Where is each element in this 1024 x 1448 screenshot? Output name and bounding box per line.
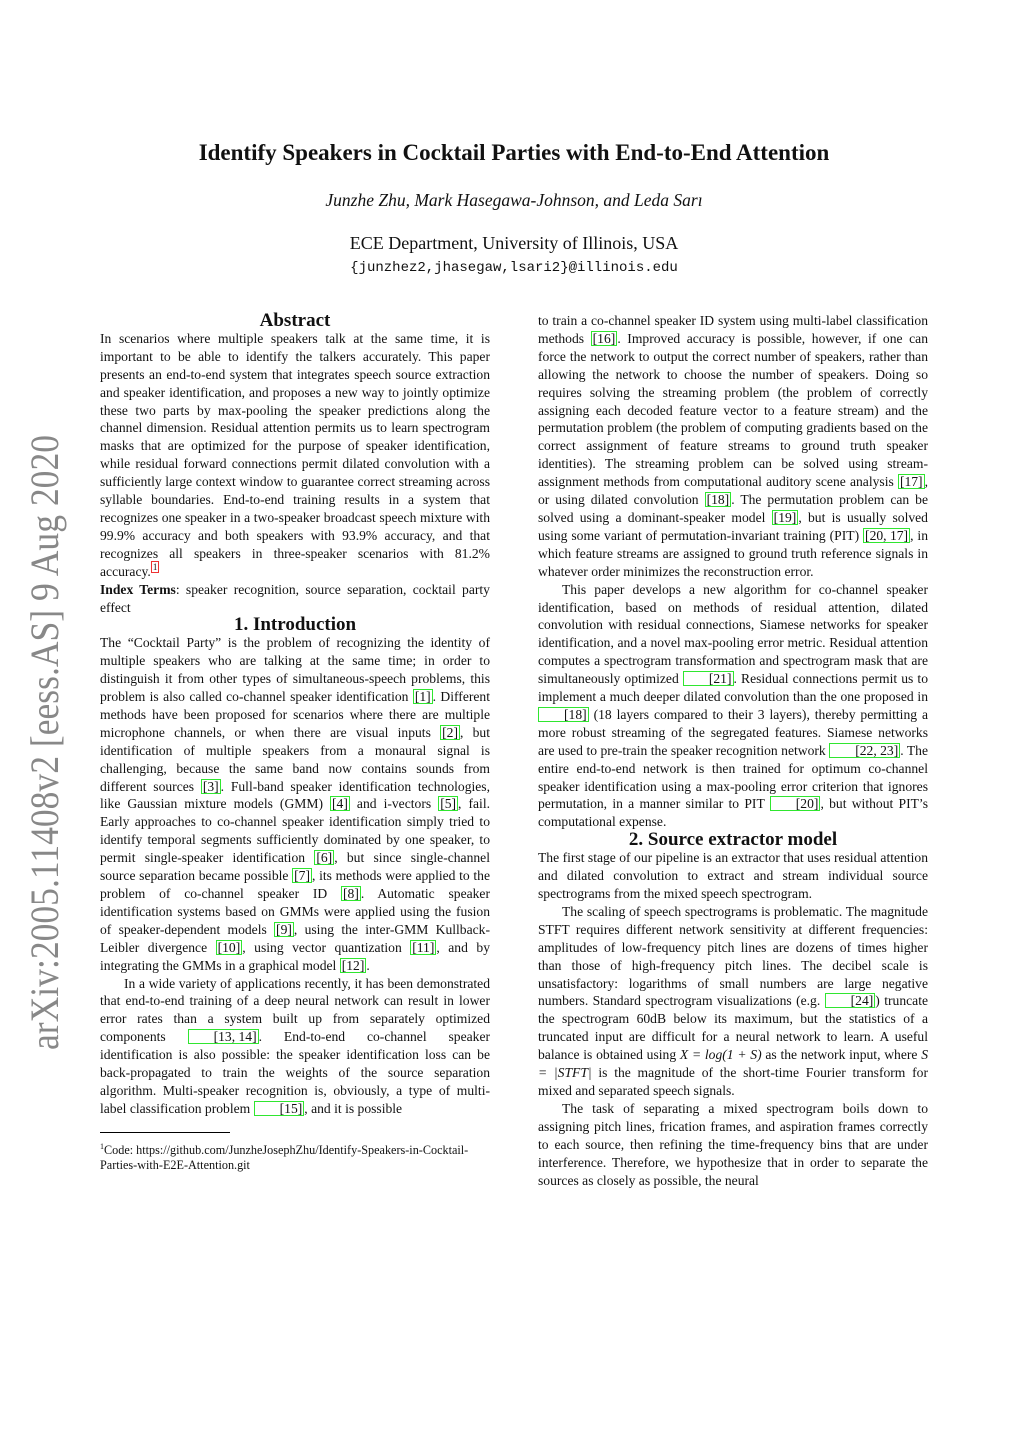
authors: Junzhe Zhu, Mark Hasegawa-Johnson, and Leda Sarı: [325, 190, 703, 210]
footnote: [100, 1139, 490, 1173]
abstract-heading: Abstract: [259, 310, 331, 331]
citation-link[interactable]: [18]: [538, 707, 589, 722]
left-column: [100, 312, 490, 1173]
citation-link[interactable]: [13, 14]: [188, 1029, 259, 1044]
citation-link[interactable]: [5]: [440, 796, 457, 812]
affiliation: ECE Department, University of Illinois, USA: [349, 233, 679, 253]
source-paragraph-1: The first stage of our pipeline is an extractor that uses residual attention and dilated convolution to extract and stream individual source spectrograms from the mixed speech spectrogram.: [538, 850, 928, 901]
footnote-text[interactable]: Code: https://github.com/JunzheJosephZhu/Identify-Speakers-in-Cocktail-Parties-with-E2E-Attention.git: [100, 1142, 469, 1172]
citation-link[interactable]: [10]: [217, 939, 241, 955]
intro-paragraph-2: In a wide variety of applications recently, it has been demonstrated that end-to-end training of a deep neural network can result in lower error rates than a system built up from separately optimized components [13, 14] . End-to-end co-channel speaker identification is also possible: the speaker identification loss can be back-propagated to train the weights of the source separation algorithm. Multi-speaker recognition is, obviously, a type of multi-label classification problem [15] , and it is possible: [100, 975, 490, 1116]
right-paragraph-2: This paper develops a new algorithm for co-channel speaker identification, based on methods of residual attention, dilated convolution with residual connections, Siamese networks for speaker identification, and a novel max-pooling error metric. Residual attention computes a spectrogram transformation and spectrogram mask that are simultaneously optimized [21] . Residual connections permit us to implement a much deeper dilated convolution than the one proposed in [18] (18 layers compared to their 3 layers), thereby permitting a more robust streaming of the segregated features. Siamese networks are used to pre-train the speaker recognition network [22, 23] . The entire end-to-end network is then trained for optimum co-channel speaker identification using a max-pooling error criterion that ignores permutation, in a manner similar to PIT [20] , but without PIT’s computational expense.: [538, 581, 929, 830]
math-formula: S = |STFT|: [538, 1047, 928, 1081]
index-terms-text: : speaker recognition, source separation, cocktail party effect: [100, 581, 490, 615]
citation-link[interactable]: [7]: [294, 868, 310, 884]
citation-link[interactable]: [8]: [343, 886, 359, 901]
citation-link[interactable]: [6]: [316, 850, 333, 866]
paper-title: Identify Speakers in Cocktail Parties with End-to-End Attention: [198, 140, 830, 165]
citation-link[interactable]: [16]: [592, 330, 616, 346]
citation-link[interactable]: [1]: [414, 689, 431, 705]
arxiv-id: arXiv:2005.11408v2 [eess.AS] 9 Aug 2020: [22, 435, 67, 1050]
citation-link[interactable]: [20]: [770, 796, 821, 811]
intro-paragraph-1: The “Cocktail Party” is the problem of recognizing the identity of multiple speakers who are talking at the same time; in order to distinguish it from other types of simultaneous-speech problems, this problem is also called co-channel speaker identification [1] . Different methods have been proposed for scenarios where there are multiple microphone channels, or when there are visual inputs [2] , but identification of multiple speakers from a monaural signal is challenging, because the same band now contains sounds from different sources [3] . Full-band speaker identification technologies, like Gaussian mixture models (GMM) [4] and i-vectors [5] , fail. Early approaches to co-channel speaker identification simply tried to identify temporal segments sufficiently dominated by one speaker, to permit single-speaker identification [6] , but since single-channel source separation became possible [7] , its methods were applied to the problem of co-channel speaker ID [8] . Automatic speaker identification systems based on GMMs were applied using the fusion of speaker-dependent models [9] , using the inter-GMM Kullback-Leibler divergence [10] , using vector quantization [11] , and by integrating the GMMs in a graphical model [12] .: [100, 635, 491, 973]
citation-link[interactable]: [21]: [683, 671, 734, 686]
citation-link[interactable]: [12]: [341, 957, 365, 973]
citation-link[interactable]: [3]: [202, 778, 219, 794]
citation-link[interactable]: [22, 23]: [829, 743, 900, 758]
abstract-body: In scenarios where multiple speakers talk at the same time, it is important to be able to identify the talkers accurately. This paper presents an end-to-end system that integrates speech source extraction and speaker identification, and proposes a new way to jointly optimize these two parts by max-pooling the speaker predictions along the channel dimension. Residual attention permits us to learn spectrogram masks that are optimized for the purpose of speaker identification, while residual forward connections permit dilated convolution with a sufficiently large context window to guarantee correct streaming across syllable boundaries. End-to-end training results in a system that recognizes one speaker in a two-speaker broadcast speech mixture with 99.9% accuracy and both speakers with 93.9% accuracy, and that recognizes all speakers in three-speaker scenarios with 81.2% accuracy.: [100, 330, 490, 579]
math-formula: X = log(1 + S): [679, 1047, 762, 1063]
footnote-divider: [100, 1132, 230, 1133]
index-terms-label: Index Terms: [100, 581, 176, 597]
footnote-link[interactable]: 1: [152, 562, 158, 573]
source-paragraph-2: The scaling of speech spectrograms is problematic. The magnitude STFT requires different network sensitivity at different frequencies: amplitudes of low-frequency pitch lines are dozens of times higher than those of high-frequency pitch lines. The decibel scale is unsatisfactory: logarithms of small numbers are large negative numbers. Standard spectrogram visualizations (e.g. [24] ) truncate the spectrogram 60dB below its maximum, but the statistics of a truncated input are difficult for a neural network to learn. A useful balance is obtained using X = log(1 + S) as the network input, where S = |STFT| is the magnitude of the short-time Fourier transform for mixed and separated speech signals.: [538, 903, 928, 1098]
citation-link[interactable]: [15]: [254, 1101, 305, 1116]
citation-link[interactable]: [2]: [442, 724, 458, 740]
right-column: [538, 312, 928, 1189]
citation-link[interactable]: [4]: [332, 796, 348, 812]
source-paragraph-3: The task of separating a mixed spectrogram boils down to assigning pitch lines, frication frames, and aspiration frames correctly to each source, then refining the time-frequency bins that are under interference. Therefore, we hypothesize that in order to separate the sources as closely as possible, the neural: [538, 1100, 928, 1188]
footnote-mark: 1: [100, 1141, 104, 1151]
citation-link[interactable]: [11]: [412, 939, 435, 955]
email: {junzhez2,jhasegaw,lsari2}@illinois.edu: [350, 260, 678, 276]
citation-link[interactable]: [20, 17]: [865, 527, 909, 543]
arxiv-stamp-svg: [8, 435, 68, 1055]
intro-heading: 1. Introduction: [233, 614, 357, 636]
citation-link[interactable]: [9]: [276, 921, 292, 937]
index-terms: [100, 581, 490, 617]
citation-link[interactable]: [18]: [706, 492, 730, 508]
citation-link[interactable]: [24]: [825, 993, 876, 1008]
arxiv-stamp: [8, 435, 68, 1055]
abstract-text: [100, 330, 490, 581]
source-extractor-heading: 2. Source extractor model: [628, 829, 838, 851]
right-paragraph-1: to train a co-channel speaker ID system using multi-label classification methods [16] . Improved accuracy is possible, however, if one can force the network to output the correct number of speakers, rather than allowing the network to choose the number of speakers. Doing so requires solving the streaming problem (the problem of correctly assigning each decoded feature vector to a feature stream) and the permutation problem (the problem of computing gradients based on the correct assignment of feature streams to ground truth speaker identities). The streaming problem can be solved using stream-assignment methods from computational auditory scene analysis [17] , or using dilated convolution [18] . The permutation problem can be solved using a dominant-speaker model [19] , but is usually solved using some variant of permutation-invariant training (PIT) [20, 17] , in which feature streams are assigned to ground truth reference signals in whatever order minimizes the reconstruction error.: [538, 313, 929, 579]
citation-link[interactable]: [19]: [773, 509, 797, 525]
citation-link[interactable]: [17]: [899, 474, 923, 490]
